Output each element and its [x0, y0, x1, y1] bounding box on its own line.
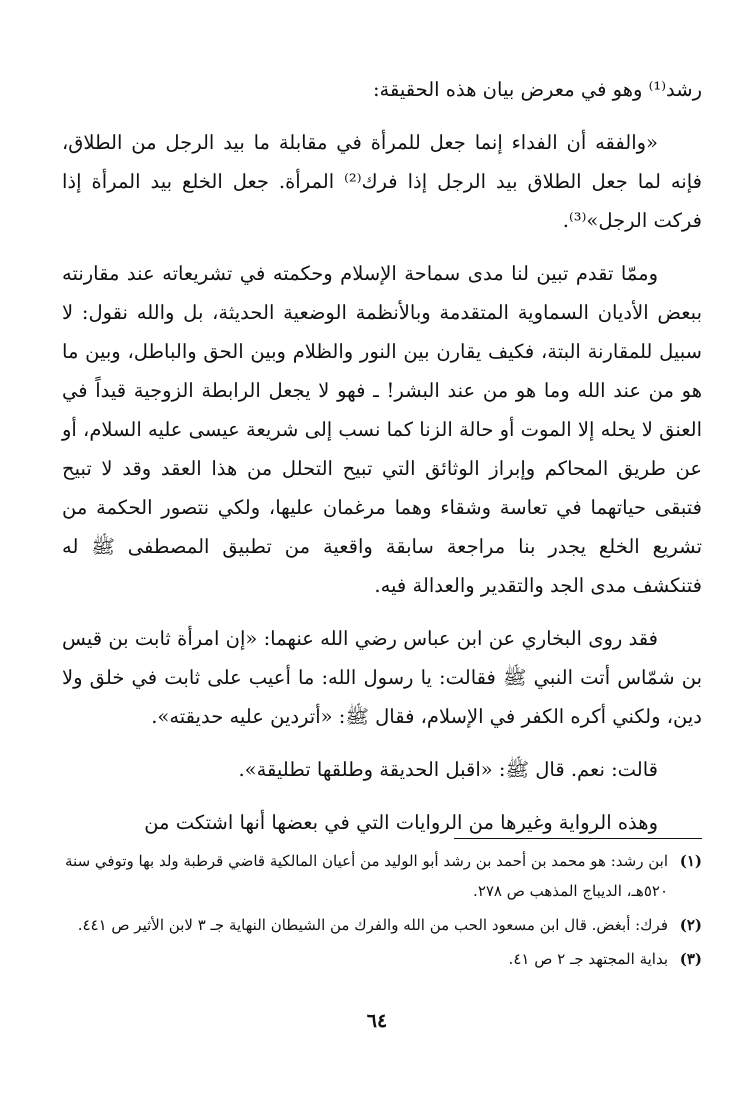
paragraph-continuation: وهذه الرواية وغيرها من الروايات التي في بعضها أنها اشتكت من	[144, 811, 658, 834]
page-body	[62, 70, 702, 856]
paragraph-comparison: وممّا تقدم تبين لنا مدى سماحة الإسلام وحكمته في تشريعاته عند مقارنته ببعض الأديان السماوية المتقدمة وبالأنظمة الوضعية الحديثة، بل والله نقول: لا سبيل للمقارنة البتة، فكيف يقارن بين النور والظلام وبين الحق والباطل، وبين ما هو من عند الله وما هو من عند البشر! ـ فهو لا يجعل الرابطة الزوجية قيداً في العنق لا يحله إلا الموت أو حالة الزنا كما نسب إلى شريعة عيسى عليه السلام، أو عن طريق المحاكم وإبراز الوثائق التي تبيح التحلل من هذا العقد وقد لا تبيح فتبقى حياتهما في تعاسة وشقاء وهما مرغمان عليها، ولكي نتصور الحكمة من تشريع الخلع يجدر بنا مراجعة سابقة واقعية من تطبيق المصطفى ﷺ له فتنكشف مدى الجد والتقدير والعدالة فيه.	[62, 262, 702, 597]
paragraph-intro: رشد⁽¹⁾ وهو في معرض بيان هذه الحقيقة:	[372, 78, 702, 101]
footnote-1	[62, 846, 702, 906]
page-number: ٦٤	[366, 1010, 388, 1032]
footnote-text: ابن رشد: هو محمد بن أحمد بن رشد أبو الوليد من أعيان المالكية قاضي قرطبة ولد بها وتوفي سنة ٥٢٠هـ، الديباج المذهب ص ٢٧٨.	[65, 852, 668, 900]
footnote-text: بداية المجتهد جـ ٢ ص ٤١.	[508, 950, 668, 968]
footnote-number: (٣)	[679, 950, 702, 968]
footnote-text: فرك: أبغض. قال ابن مسعود الحب من الله والفرك من الشيطان النهاية جـ ٣ لابن الأثير ص ٤٤١.	[77, 916, 668, 934]
footnote-divider	[454, 838, 702, 839]
footnote-2	[62, 910, 702, 940]
footnote-3	[62, 944, 702, 974]
paragraph-reply: قالت: نعم. قال ﷺ: «اقبل الحديقة وطلقها تطليقة».	[238, 758, 658, 781]
paragraph-quote: «والفقه أن الفداء إنما جعل للمرأة في مقابلة ما بيد الرجل من الطلاق، فإنه لما جعل الطلاق بيد الرجل إذا فرك⁽²⁾ المرأة. جعل الخلع بيد المرأة إذا فركت الرجل»⁽³⁾.	[62, 131, 702, 232]
footnote-number: (٢)	[679, 916, 702, 934]
footnote-number: (١)	[679, 852, 702, 870]
footnotes	[62, 846, 702, 978]
paragraph-hadith: فقد روى البخاري عن ابن عباس رضي الله عنهما: «إن امرأة ثابت بن قيس بن شمّاس أتت النبي ﷺ فقالت: يا رسول الله: ما أعيب على ثابت في خلق ولا دين، ولكني أكره الكفر في الإسلام، فقال ﷺ: «أتردين عليه حديقته».	[62, 627, 702, 728]
